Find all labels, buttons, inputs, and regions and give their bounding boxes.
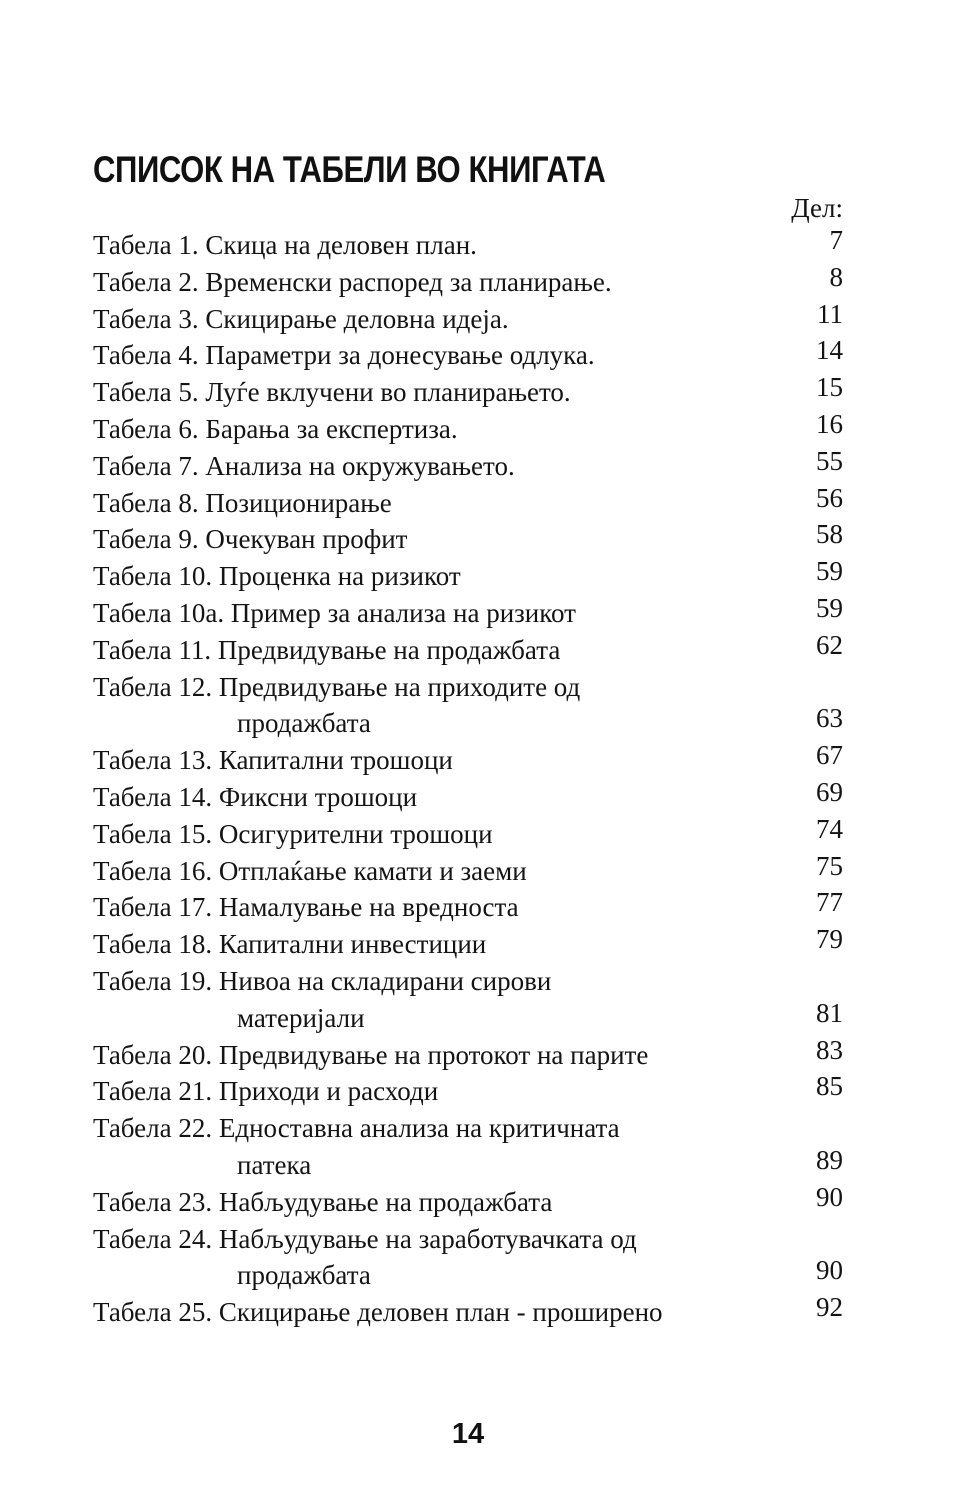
toc-entry-label: Табела 23. Набљудување на продажбата: [93, 1186, 553, 1217]
toc-entry: [93, 926, 843, 963]
toc-entry-page: 58: [816, 519, 843, 550]
toc-entry: [93, 813, 843, 853]
toc-entry-label: Табела 5. Луѓе вклучени во планирањето.: [93, 377, 571, 408]
toc-entry: [93, 261, 843, 301]
toc-entry-page: 16: [816, 408, 843, 439]
toc-entry-label: Табела 22. Едноставна анализа на критичната: [93, 1113, 620, 1144]
toc-list: [93, 227, 843, 1331]
toc-entry: [93, 1034, 843, 1074]
toc-entry-page: 59: [816, 592, 843, 623]
toc-entry-label: Табела 7. Анализа на окружувањето.: [93, 450, 515, 481]
toc-entry: [93, 558, 843, 595]
toc-entry-page: 63: [816, 703, 843, 734]
toc-entry-page: 81: [816, 997, 843, 1028]
toc-entry-label: патека: [237, 1149, 312, 1180]
toc-entry-page: 55: [816, 445, 843, 476]
toc-entry-page: 59: [816, 556, 843, 587]
toc-entry-label: Табела 18. Капитални инвестиции: [93, 929, 487, 960]
toc-entry-label: Табела 19. Нивоа на складирани сирови: [93, 965, 552, 996]
page-number: 14: [451, 1418, 485, 1450]
toc-entry-label: Табела 21. Приходи и расходи: [93, 1076, 439, 1107]
toc-entry: [93, 1221, 843, 1295]
toc-entry-page: 77: [816, 887, 843, 918]
toc-entry-page: 14: [816, 335, 843, 366]
toc-entry-page: 83: [816, 1034, 843, 1065]
toc-entry-page: 67: [816, 740, 843, 771]
page-title: СПИСОК НА ТАБЕЛИ ВО КНИГАТА: [93, 149, 606, 190]
page-content: [93, 150, 843, 1331]
toc-entry-label: Табела 6. Барања за експертиза.: [93, 413, 458, 444]
toc-entry-label: Табела 16. Отплаќање камати и заеми: [93, 855, 527, 886]
toc-entry: [93, 408, 843, 448]
toc-entry-label: Табела 8. Позиционирање: [93, 487, 392, 518]
toc-entry-page: 62: [816, 629, 843, 660]
toc-entry: [93, 592, 843, 632]
toc-entry-label: Табела 9. Очекуван профит: [93, 524, 408, 555]
toc-entry: [93, 776, 843, 816]
toc-entry: [93, 1073, 843, 1110]
toc-entry-page: 7: [829, 225, 843, 255]
toc-entry: [93, 963, 843, 1037]
toc-entry: [93, 374, 843, 411]
toc-entry-label: Табела 14. Фиксни трошоци: [93, 781, 418, 812]
toc-entry: [93, 298, 843, 338]
toc-entry-label: Табела 10а. Пример за анализа на ризикот: [93, 597, 576, 628]
toc-entry: [93, 742, 843, 779]
toc-entry-label: Табела 1. Скица на деловен план.: [93, 230, 477, 260]
toc-entry: [93, 629, 843, 669]
column-header-del: Дел:: [791, 193, 843, 223]
toc-entry: [93, 1294, 843, 1331]
toc-entry-page: 79: [816, 924, 843, 955]
toc-entry-label: продажбата: [237, 1260, 371, 1291]
toc-entry-label: Табела 13. Капитални трошоци: [93, 745, 453, 776]
toc-entry: [93, 482, 843, 522]
toc-entry: [93, 1181, 843, 1221]
toc-entry-label: Табела 11. Предвидување на продажбата: [93, 634, 561, 665]
toc-entry: [93, 227, 843, 264]
toc-entry-label: материјали: [237, 1002, 365, 1033]
toc-entry: [93, 889, 843, 926]
toc-entry: [93, 337, 843, 374]
toc-entry-page: 90: [816, 1181, 843, 1212]
toc-entry: [93, 445, 843, 485]
toc-entry-page: 85: [816, 1071, 843, 1102]
toc-entry-page: 15: [816, 372, 843, 403]
toc-entry-page: 56: [816, 482, 843, 513]
toc-entry: [93, 850, 843, 890]
toc-entry-page: 69: [816, 776, 843, 807]
toc-entry: [93, 1110, 843, 1184]
toc-entry-page: 75: [816, 850, 843, 881]
toc-entry-label: Табела 3. Скицирање деловна идеја.: [93, 303, 509, 334]
toc-entry-page: 92: [816, 1292, 843, 1323]
toc-entry-label: Табела 12. Предвидување на приходите од: [93, 671, 581, 702]
toc-entry-label: Табела 10. Проценка на ризикот: [93, 561, 461, 592]
toc-entry-label: Табела 24. Набљудување на заработувачката од: [93, 1223, 637, 1254]
toc-entry-page: 74: [816, 813, 843, 844]
toc-entry-label: Табела 20. Предвидување на протокот на парите: [93, 1039, 649, 1070]
toc-entry-page: 11: [817, 298, 843, 329]
toc-entry-label: Табела 17. Намалување на вредноста: [93, 892, 519, 923]
toc-entry: [93, 669, 843, 743]
toc-entry: [93, 521, 843, 558]
toc-entry-label: Табела 15. Осигурителни трошоци: [93, 818, 493, 849]
toc-entry-page: 8: [829, 261, 843, 292]
toc-entry-label: Табела 4. Параметри за донесување одлука.: [93, 340, 595, 371]
toc-entry-page: 89: [816, 1144, 843, 1175]
toc-entry-label: Табела 2. Временски распоред за планирање.: [93, 266, 612, 297]
toc-entry-label: Табела 25. Скицирање деловен план - проширено: [93, 1297, 663, 1328]
toc-entry-label: продажбата: [237, 708, 371, 739]
toc-entry-page: 90: [816, 1255, 843, 1286]
